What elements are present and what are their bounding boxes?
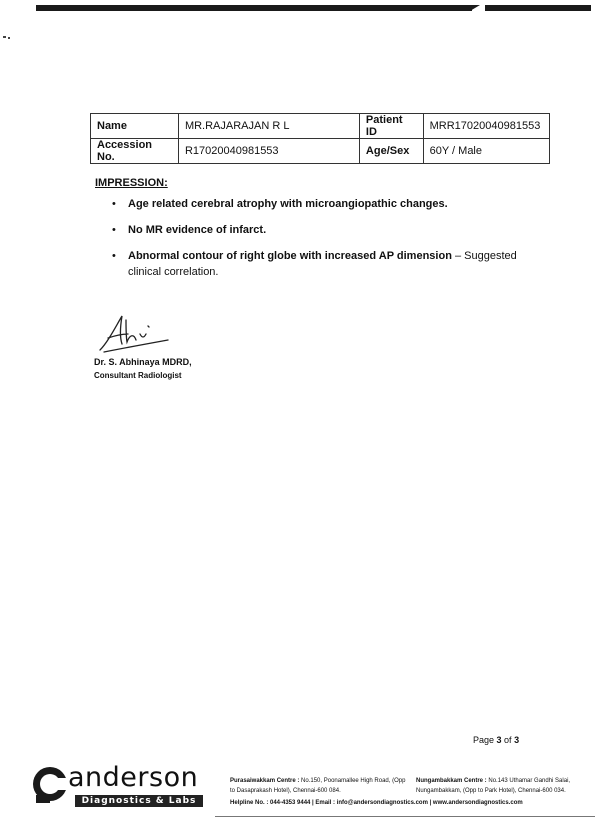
age-sex-value: 60Y / Male xyxy=(423,139,549,164)
page-prefix: Page xyxy=(473,735,497,745)
table-row xyxy=(91,114,550,139)
page-current: 3 xyxy=(496,735,502,745)
page-number xyxy=(473,735,519,745)
header-bar-right xyxy=(485,5,591,11)
patient-id-label: Patient ID xyxy=(359,114,423,139)
scan-speck xyxy=(3,36,6,38)
name-label: Name xyxy=(91,114,179,139)
table-row xyxy=(91,139,550,164)
scan-speck xyxy=(8,37,10,39)
doctor-name: Dr. S. Abhinaya MDRD, xyxy=(94,357,192,367)
impression-list xyxy=(108,196,548,290)
doctor-title: Consultant Radiologist xyxy=(94,371,182,380)
finding-text: No MR evidence of infarct. xyxy=(128,224,267,236)
finding-text: Age related cerebral atrophy with microangiopathic changes. xyxy=(128,198,448,210)
list-item xyxy=(108,248,548,280)
page-total: 3 xyxy=(514,735,520,745)
list-item xyxy=(108,196,548,212)
branch-addr: No.150, Poonamallee High Road, (Opp to Dasaprakash Hotel), Chennai-600 084. xyxy=(230,778,406,794)
page-of: of xyxy=(501,735,515,745)
header-bar xyxy=(36,5,472,11)
list-item xyxy=(108,222,548,238)
brand-name: anderson xyxy=(68,762,199,793)
patient-id-value: MRR17020040981553 xyxy=(423,114,549,139)
age-sex-label: Age/Sex xyxy=(359,139,423,164)
brand-subtitle: Diagnostics & Labs xyxy=(75,795,203,807)
impression-heading: IMPRESSION: xyxy=(95,177,168,189)
bullet: • xyxy=(112,224,116,236)
helpline-contact: Helpline No. : 044-4353 9444 | Email : info@andersondiagnostics.com | www.andersondiagnostics.com xyxy=(230,800,523,806)
header-bar-notch xyxy=(470,5,480,11)
footer-divider xyxy=(215,816,595,817)
accession-value: R17020040981553 xyxy=(178,139,359,164)
patient-info-table xyxy=(90,113,550,164)
finding-text: Abnormal contour of right globe with increased AP dimension xyxy=(128,250,452,262)
branch-addr: No.143 Uthamar Gandhi Salai, Nungambakkam, (Opp to Park Hotel), Chennai-600 034. xyxy=(416,778,571,794)
name-value: MR.RAJARAJAN R L xyxy=(178,114,359,139)
signature-icon xyxy=(96,312,176,354)
branch-name: Nungambakkam Centre : xyxy=(416,778,487,784)
bullet: • xyxy=(112,250,116,262)
branch-name: Purasaiwakkam Centre : xyxy=(230,778,300,784)
branch-address-purasaiwakkam xyxy=(230,776,410,796)
branch-address-nungambakkam xyxy=(416,776,596,796)
accession-label: Accession No. xyxy=(91,139,179,164)
finding-note: – Suggested clinical correlation. xyxy=(128,250,517,278)
bullet: • xyxy=(112,198,116,210)
